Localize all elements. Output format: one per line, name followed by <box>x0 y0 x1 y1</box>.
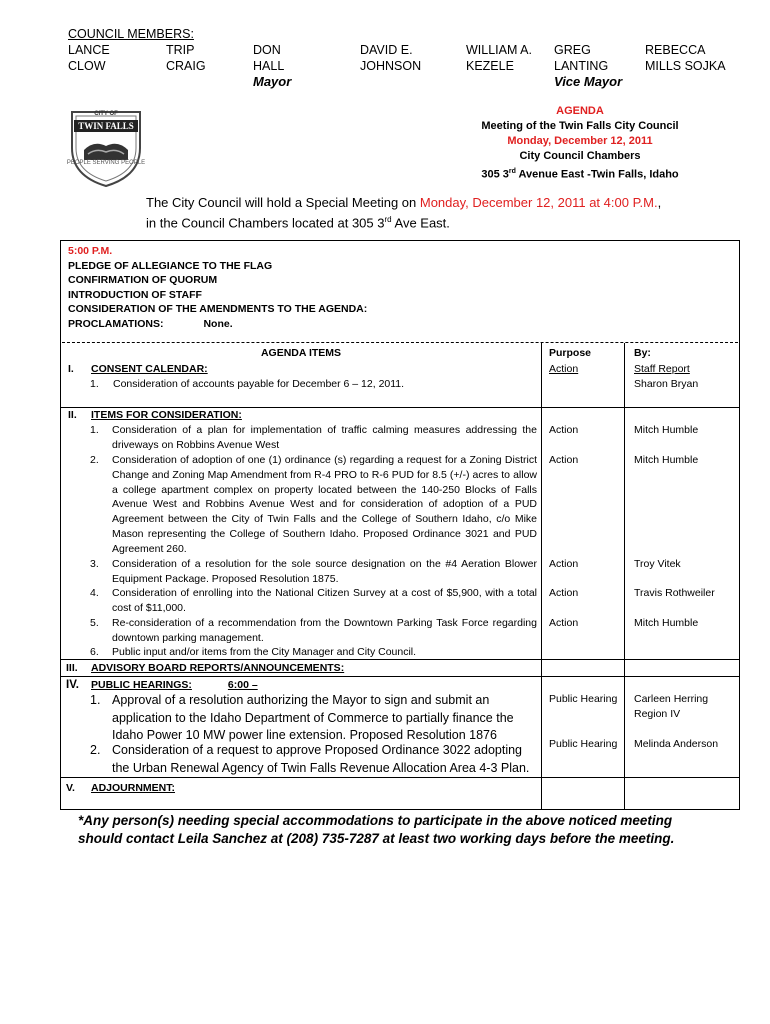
mayor-title: Mayor <box>253 74 292 89</box>
hearings-title: PUBLIC HEARINGS: 6:00 – <box>91 679 258 691</box>
member-first: DAVID E. <box>360 43 413 57</box>
preliminary-items <box>68 244 367 331</box>
column-divider <box>541 343 542 810</box>
consent-title: CONSENT CALENDAR: <box>91 363 208 375</box>
item-purpose: Action <box>549 558 579 570</box>
hearing-item: Approval of a resolution authorizing the Mayor to sign and submit an application to the Idaho Department of Commerce to partially finance the Idaho Power 10 MW power line extension. Proposed Resolution 1876 <box>112 693 514 742</box>
council-members <box>68 26 748 90</box>
item-purpose: Action <box>549 454 579 466</box>
item-by: Troy Vitek <box>634 558 681 570</box>
seal-bottom-text: PEOPLE SERVING PEOPLE <box>66 160 146 166</box>
member-first: GREG <box>554 43 591 57</box>
consideration-title: ITEMS FOR CONSIDERATION: <box>91 409 242 421</box>
item-num: 5. <box>90 617 99 629</box>
row-divider <box>60 777 740 778</box>
member-last: KEZELE <box>466 59 514 73</box>
column-divider <box>624 343 625 810</box>
item-num: 4. <box>90 587 99 599</box>
consideration-item: Consideration of adoption of one (1) ordinance (s) regarding a request for a Zoning District Change and Zoning Map Amendment from R-4 PRO to R-6 PUD for 8.5 (+/-) acres to allow a college apartment complex on property located between the 140-250 Blocks of Falls Avenue West and Robbins Avenue West and for consideration of adoption of a PUD Agreement between the City of Twin Falls and the College of Southern Idaho, c/o Mike Mason representing the College of Southern Idaho. Proposed Ordinance 3021 and PUD Agreement 260. <box>112 454 537 555</box>
member-last: LANTING <box>554 59 609 73</box>
member-last: CRAIG <box>166 59 206 73</box>
consent-item: Consideration of accounts payable for December 6 – 12, 2011. <box>113 378 405 390</box>
item-num: 6. <box>90 646 99 658</box>
consideration-item: Consideration of enrolling into the National Citizen Survey at a cost of $5,900, with a total cost of $11,000. <box>112 587 537 614</box>
item-num: 2. <box>90 743 101 757</box>
col-header-purpose: Purpose <box>549 347 592 359</box>
item-num: 1. <box>90 693 101 707</box>
item-by: Melinda Anderson <box>634 738 719 750</box>
intro-paragraph: The City Council will hold a Special Meeting on Monday, December 12, 2011 at 4:00 P.M., in the Council Chambers located at 305 3rd Ave East. <box>146 195 662 231</box>
member-first: TRIP <box>166 43 195 57</box>
vice-mayor-title: Vice Mayor <box>554 74 623 89</box>
consent-purpose: Action <box>549 363 579 375</box>
meeting-title: Meeting of the Twin Falls City Council <box>481 120 679 132</box>
member-last: MILLS SOJKA <box>645 59 726 73</box>
consideration-item: Consideration of a resolution for the sole source designation on the #4 Aeration Blower Equipment Package. Proposed Resolution 1875. <box>112 558 537 585</box>
consent-by-name: Sharon Bryan <box>634 378 699 390</box>
prelim-line: INTRODUCTION OF STAFF <box>68 288 202 301</box>
member-first: DON <box>253 43 281 57</box>
consideration-item: Re-consideration of a recommendation from the Downtown Parking Task Force regarding downtown parking management. <box>112 617 537 644</box>
prelim-line: CONSIDERATION OF THE AMENDMENTS TO THE AGENDA: <box>68 303 368 315</box>
col-header-by: By: <box>634 347 651 359</box>
item-purpose: Public Hearing <box>549 693 618 705</box>
meeting-place: City Council Chambers <box>519 150 641 162</box>
item-num: 2. <box>90 454 99 466</box>
item-purpose: Public Hearing <box>549 738 618 750</box>
item-by: Mitch Humble <box>634 617 699 629</box>
col-header-items: AGENDA ITEMS <box>260 347 342 359</box>
accommodations-notice: *Any person(s) needing special accommodations to participate in the above noticed meeting should contact Leila Sanchez at (208) 735-7287 at least two working days before the meeting. <box>78 813 675 846</box>
advisory-title: ADVISORY BOARD REPORTS/ANNOUNCEMENTS: <box>91 662 345 674</box>
item-by: Travis Rothweiler <box>634 587 715 599</box>
separator-line <box>62 342 738 343</box>
adjournment-title: ADJOURNMENT: <box>91 782 175 794</box>
item-purpose: Action <box>549 424 579 436</box>
item-num: 3. <box>90 558 99 570</box>
member-first: LANCE <box>68 43 110 57</box>
meeting-date: Monday, December 12, 2011 <box>507 135 653 147</box>
item-num: 1. <box>90 424 99 436</box>
item-purpose: Action <box>549 617 579 629</box>
member-first: WILLIAM A. <box>466 43 532 57</box>
seal-top-text: CITY OF <box>94 111 118 117</box>
start-time: 5:00 P.M. <box>68 245 113 257</box>
hearing-item: Consideration of a request to approve Proposed Ordinance 3022 adopting the Urban Renewal Agency of Twin Falls Revenue Allocation Area 4-3 Plan. <box>112 743 530 775</box>
council-header: COUNCIL MEMBERS: <box>68 27 194 41</box>
item-purpose: Action <box>549 587 579 599</box>
prelim-line: CONFIRMATION OF QUORUM <box>68 274 218 286</box>
item-by: Carleen Herring <box>634 693 709 705</box>
item-by: Mitch Humble <box>634 424 699 436</box>
section-num: IV. <box>66 679 80 691</box>
member-last: HALL <box>253 59 285 73</box>
consent-by: Staff Report <box>634 363 690 375</box>
section-num: V. <box>66 782 75 794</box>
section-num: II. <box>68 409 77 421</box>
item-by-region: Region IV <box>634 708 681 720</box>
section-num: III. <box>66 662 78 674</box>
member-last: CLOW <box>68 59 106 73</box>
proclamations: PROCLAMATIONS: None. <box>68 317 233 330</box>
member-first: REBECCA <box>645 43 706 57</box>
prelim-line: PLEDGE OF ALLEGIANCE TO THE FLAG <box>68 259 273 272</box>
agenda-label: AGENDA <box>556 105 604 117</box>
item-by: Mitch Humble <box>634 454 699 466</box>
section-num: I. <box>68 363 74 375</box>
row-divider <box>60 676 740 677</box>
intro-date-highlight: Monday, December 12, 2011 at 4:00 P.M. <box>419 195 658 210</box>
city-seal-logo <box>66 104 146 188</box>
consideration-item: Public input and/or items from the City Manager and City Council. <box>112 646 417 658</box>
agenda-header <box>430 104 730 183</box>
consideration-item: Consideration of a plan for implementation of traffic calming measures addressing the driveways on Robbins Avenue West <box>112 424 537 451</box>
seal-main-text: TWIN FALLS <box>78 121 134 131</box>
member-last: JOHNSON <box>360 59 422 73</box>
meeting-address: 305 3rd Avenue East -Twin Falls, Idaho <box>481 168 679 181</box>
item-num: 1. <box>90 378 99 390</box>
